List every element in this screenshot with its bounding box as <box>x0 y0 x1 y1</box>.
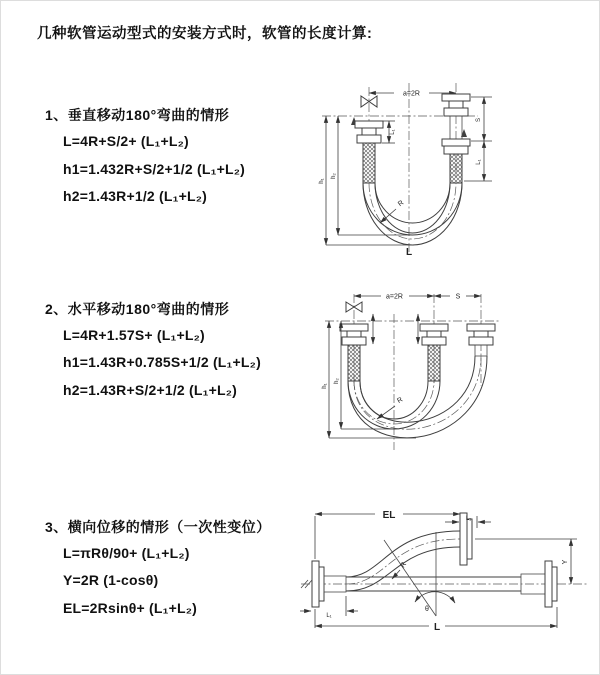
section1-formula-L: L=4R+S/2+ (L₁+L₂) <box>63 133 189 149</box>
section3-formula-L: L=πRθ/90+ (L₁+L₂) <box>63 545 190 561</box>
middle-hose-fitting <box>420 324 448 381</box>
section2-formula-L: L=4R+1.57S+ (L₁+L₂) <box>63 327 205 343</box>
section1-heading: 1、垂直移动180°弯曲的情形 <box>45 107 230 123</box>
dim-l-label: L <box>433 622 441 633</box>
right-hose-fitting <box>467 324 495 356</box>
hose-u-bend-position2 <box>348 356 487 438</box>
radius-label: R <box>396 396 405 405</box>
theta-label: θ <box>425 606 429 613</box>
diagram-lateral-displacement <box>299 504 589 644</box>
length-label: L <box>405 247 413 258</box>
hose-displaced-position <box>346 531 460 591</box>
section3-heading: 3、横向位移的情形（一次性变位） <box>45 519 271 535</box>
dim-h1-label: h₁ <box>319 178 325 184</box>
dim-l1-fit-label: L₁ <box>390 129 396 135</box>
dim-s-label: S <box>476 117 482 123</box>
section2-heading: 2、水平移动180°弯曲的情形 <box>45 301 230 317</box>
section3-formula-Y: Y=2R (1-cosθ) <box>63 572 159 588</box>
section1-formula-h2: h2=1.43R+1/2 (L₁+L₂) <box>63 188 208 204</box>
dim-el-label: EL <box>382 510 396 521</box>
dim-y-label: Y <box>562 559 569 565</box>
dim-h1-label: h₁ <box>322 383 328 389</box>
radius-arrow <box>392 570 400 579</box>
radius-label: R <box>399 561 409 570</box>
radius-arrow <box>377 406 395 419</box>
radius-label: R <box>397 199 406 209</box>
dim-s-label: S <box>455 293 461 301</box>
right-lower-fitting <box>442 139 470 183</box>
section2-formula-h1: h1=1.43R+0.785S+1/2 (L₁+L₂) <box>63 354 261 370</box>
section1-formula-h1: h1=1.432R+S/2+1/2 (L₁+L₂) <box>63 161 245 177</box>
section2-formula-h2: h2=1.43R+S/2+1/2 (L₁+L₂) <box>63 382 238 398</box>
dim-l1-top-label: L₁ <box>465 516 472 522</box>
section3-formula-EL: EL=2Rsinθ+ (L₁+L₂) <box>63 600 198 616</box>
hose-u-bend <box>363 183 462 245</box>
dim-l1-left-label: L₁ <box>326 613 332 619</box>
left-hose-fitting <box>355 121 383 183</box>
diagram-horizontal-180-bend <box>321 286 591 454</box>
page-title: 几种软管运动型式的安装方式时，软管的长度计算: <box>37 26 373 42</box>
dim-a2r-label: a=2R <box>386 293 403 301</box>
dim-h2-label: h₂ <box>331 173 337 179</box>
left-hose-fitting <box>340 324 368 381</box>
diagram-vertical-180-bend <box>316 77 591 257</box>
dim-l1-side-label: L₁ <box>476 159 482 165</box>
dim-a2r-label: a=2R <box>403 90 420 98</box>
dim-h2-label: h₂ <box>334 378 340 384</box>
